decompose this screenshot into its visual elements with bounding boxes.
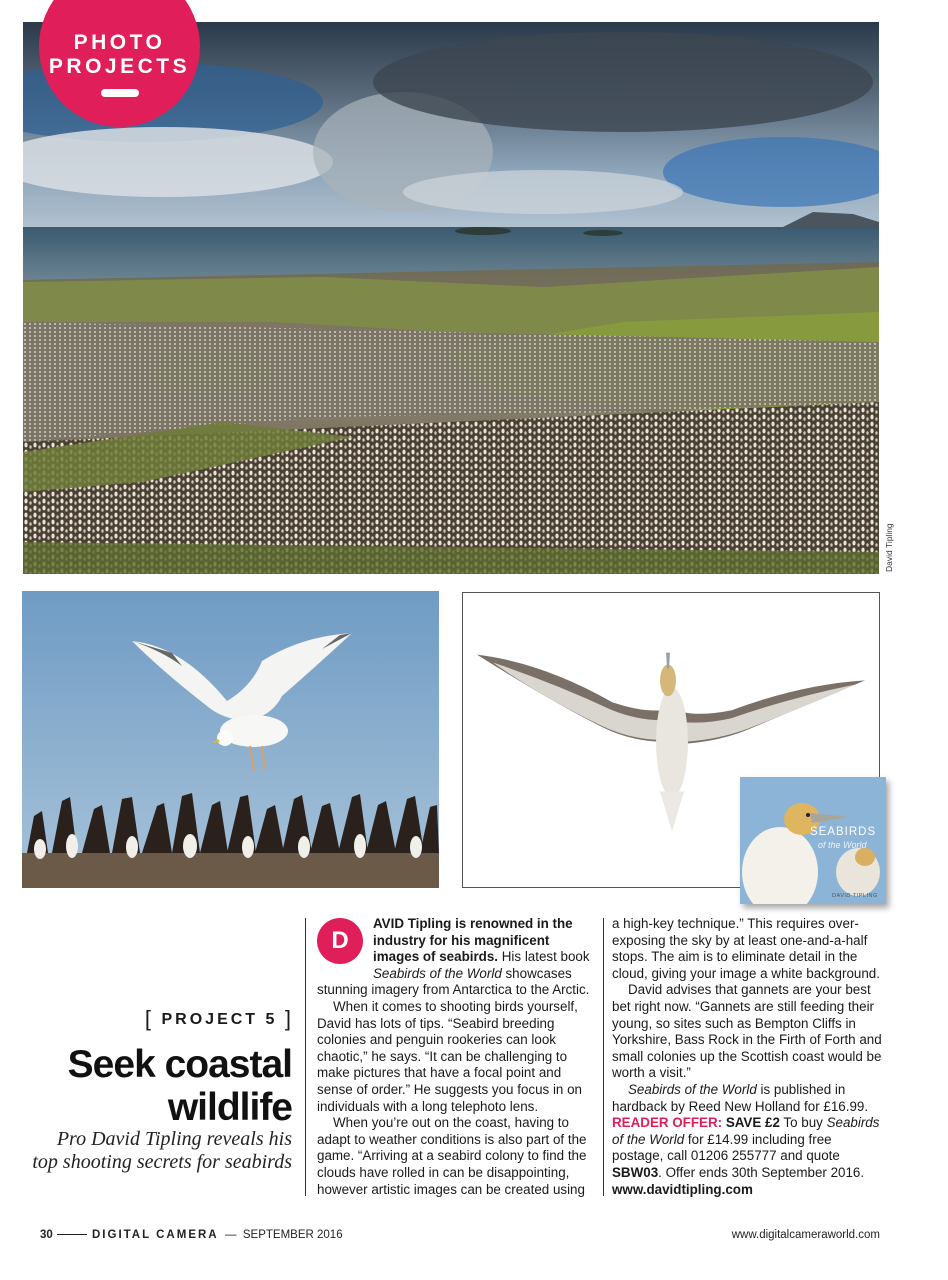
drop-cap: D xyxy=(317,918,363,964)
offer-code: SBW03 xyxy=(612,1164,659,1180)
magazine-name: DIGITAL CAMERA xyxy=(92,1229,219,1241)
project-label-text: PROJECT 5 xyxy=(161,1011,278,1028)
gull-photo xyxy=(22,591,439,888)
page-footer: 30 DIGITAL CAMERA — SEPTEMBER 2016 xyxy=(40,1229,343,1241)
body-paragraph: When it comes to shooting birds yourself, David has lots of tips. “Seabird breeding colonies and penguin rookeries can look chaotic,” he says. “It can be challenging to make pictures that have a focal point and sense of order.” He suggests you focus in on individuals with a long telephoto lens. xyxy=(317,998,582,1114)
column-divider-right xyxy=(603,918,604,1196)
book-subtitle: of the World xyxy=(818,840,867,850)
publication-book-title: Seabirds of the World xyxy=(628,1081,757,1097)
badge-bar xyxy=(101,89,139,97)
page-number: 30 xyxy=(40,1229,53,1241)
body-paragraph: David advises that gannets are your best bet right now. “Gannets are still feeding their young, so sites such as Bempton Cliffs in Yorkshire, Bass Rock in the Firth of Forth and small colonies up the Scottish coast would be worth a visit.” xyxy=(612,982,882,1081)
body-paragraph: When you’re out on the coast, having to adapt to weather conditions is also part of the game. “Arriving at a seabird colony to find the clouds have rolled in can be disappointing, however artistic images can be created using xyxy=(317,1115,587,1197)
standfirst: Pro David Tipling reveals his top shooting secrets for seabirds xyxy=(32,1128,292,1173)
body-column-1 xyxy=(317,916,595,1198)
badge-line-1: PHOTO xyxy=(73,31,166,54)
column-divider-left xyxy=(305,918,306,1196)
offer-book-title: Seabirds of the World xyxy=(612,1115,880,1147)
book-title: SEABIRDS xyxy=(810,826,877,838)
lead-rest: His latest book xyxy=(498,949,590,965)
book-cover xyxy=(740,777,886,904)
offer-save: SAVE £2 xyxy=(722,1115,780,1131)
body-column-2 xyxy=(612,916,884,1198)
offer-text-c: . Offer ends 30th September 2016. xyxy=(658,1164,865,1180)
reader-offer-label: READER OFFER: xyxy=(612,1115,723,1131)
photo-credit-text: David Tipling xyxy=(884,523,894,572)
lead-book-title: Seabirds of the World xyxy=(373,965,502,981)
offer-text-b: for £14.99 including free postage, call 01206 255777 and quote xyxy=(612,1131,840,1164)
issue-date: SEPTEMBER 2016 xyxy=(242,1229,343,1241)
offer-text-a: To buy xyxy=(779,1115,827,1131)
gull-photo-illustration xyxy=(22,591,439,888)
book-author: DAVID TIPLING xyxy=(832,893,878,899)
footer-rule xyxy=(57,1234,87,1235)
body-paragraph: a high-key technique.” This requires over-exposing the sky by at least one-and-a-half stops. The aim is to eliminate detail in the cloud, giving your image a white background. xyxy=(612,916,880,981)
right-bracket: ] xyxy=(284,1006,294,1031)
body-paragraph xyxy=(317,916,595,999)
website-link[interactable]: www.davidtipling.com xyxy=(612,1181,753,1197)
project-label xyxy=(145,1004,294,1030)
headline: Seek coastal wildlife xyxy=(67,1043,292,1129)
reader-offer xyxy=(612,1115,884,1181)
publication-text: is published in hardback by Reed New Holland for £16.99. xyxy=(612,1081,869,1114)
footer-url[interactable]: www.digitalcameraworld.com xyxy=(731,1229,880,1241)
body-paragraph xyxy=(612,1082,884,1115)
left-bracket: [ xyxy=(144,1006,155,1031)
photo-credit xyxy=(884,520,898,580)
lead-end: showcases stunning imagery from Antarctica to the Arctic. xyxy=(317,965,590,998)
badge-line-2: PROJECTS xyxy=(48,55,191,78)
lead-bold: AVID Tipling is renowned in the industry for his magnificent images of seabirds. xyxy=(373,916,573,965)
